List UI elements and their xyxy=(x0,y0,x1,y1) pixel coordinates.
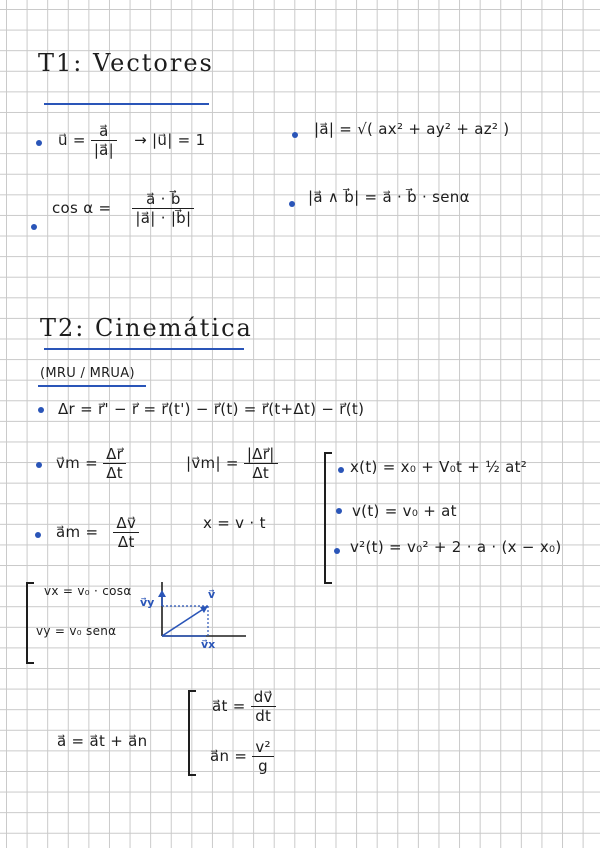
diagram-label-vx: v⃗x xyxy=(201,638,216,651)
displacement-formula: Δr = r⃗' − r⃗ = r⃗(t') − r⃗(t) = r⃗(t+Δt) − r⃗(t) xyxy=(58,400,365,418)
bullet-am xyxy=(35,532,41,538)
t2-underline xyxy=(44,348,244,350)
unit-vector-formula: u⃗ = $\frac{a⃗}{|a⃗|}$ → |u⃗| = 1 xyxy=(58,122,206,160)
accel-bracket xyxy=(188,690,196,776)
mrua-bracket xyxy=(324,452,332,584)
vx-component: vx = v₀ · cosα xyxy=(44,584,132,598)
acceleration-decomposition: a⃗ = a⃗t + a⃗n xyxy=(57,732,148,750)
unit-fraction: $\frac{a⃗}{|a⃗|}$ xyxy=(91,122,117,159)
cos-fraction: $\frac{a⃗ \cdot b⃗}{|a⃗| \cdot |b⃗|}$ xyxy=(132,190,194,227)
mean-velocity-formula: v⃗m = $\frac{\Delta r⃗}{\Delta t}$ xyxy=(56,445,126,482)
velocity-vector xyxy=(162,606,208,636)
bullet-unit xyxy=(36,140,42,146)
bullet-cross xyxy=(289,201,295,207)
t2-heading xyxy=(40,314,253,342)
bullet-vm xyxy=(36,462,42,468)
t2-title: T2: Cinemática xyxy=(40,314,253,342)
diagram-label-v: v⃗ xyxy=(208,588,216,601)
mean-velocity-modulus: |v⃗m| = $\frac{|\Delta r⃗|}{\Delta t}$ xyxy=(186,445,278,482)
bullet-xt xyxy=(338,467,344,473)
bullet-mod xyxy=(292,132,298,138)
t1-underline xyxy=(44,103,209,105)
vy-component: vy = v₀ senα xyxy=(36,624,117,638)
mean-acceleration-formula: a⃗m = $\frac{\Delta v⃗}{\Delta t}$ xyxy=(56,514,139,551)
tangential-acceleration: a⃗t = $\frac{dv⃗}{dt}$ xyxy=(212,688,276,725)
position-equation: x(t) = x₀ + V₀t + ½ at² xyxy=(350,458,528,476)
torricelli-equation: v²(t) = v₀² + 2 · a · (x − x₀) xyxy=(350,538,562,556)
t2-subtitle: (MRU / MRUA) xyxy=(40,366,135,381)
velocity-equation: v(t) = v₀ + at xyxy=(352,502,457,520)
modulus-formula: |a⃗| = √( ax² + ay² + az² ) xyxy=(314,120,510,138)
velocity-components-diagram xyxy=(140,578,250,652)
normal-acceleration: a⃗n = $\frac{\text{v²}}{g}$ xyxy=(210,738,274,775)
t1-title: T1: Vectores xyxy=(38,49,214,77)
vy-arrowhead xyxy=(158,590,166,597)
bullet-displacement xyxy=(38,407,44,413)
components-bracket xyxy=(26,582,34,664)
mru-formula: x = v · t xyxy=(203,514,266,532)
cos-formula: cos α = $\frac{a⃗ \cdot b⃗}{|a⃗| \cdot |b⃗|}$ xyxy=(52,190,194,227)
t1-heading xyxy=(38,28,214,82)
t2-subtitle-underline xyxy=(38,385,146,387)
diagram-label-vy: v⃗y xyxy=(140,596,155,609)
bullet-cos xyxy=(31,224,37,230)
bullet-v2 xyxy=(334,548,340,554)
cross-product-formula: |a⃗ ∧ b⃗| = a⃗ · b⃗ · senα xyxy=(308,188,470,206)
bullet-vt xyxy=(336,508,342,514)
